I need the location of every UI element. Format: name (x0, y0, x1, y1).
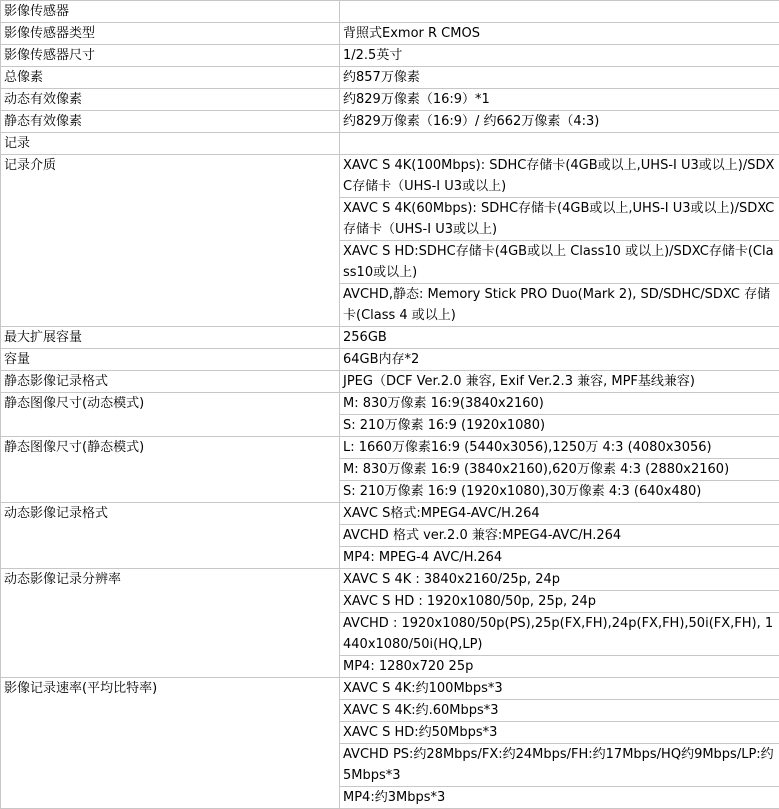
row-label[interactable]: 静态影像记录格式 (1, 371, 340, 393)
row-value[interactable]: XAVC S 4K(100Mbps): SDHC存储卡(4GB或以上,UHS-I U3或以上)/SDXC存储卡（UHS-I U3或以上) (340, 155, 779, 198)
row-value[interactable]: XAVC S 4K : 3840x2160/25p, 24p (340, 569, 779, 591)
table-row (1, 89, 779, 111)
table-row (1, 67, 779, 89)
row-label[interactable]: 总像素 (1, 67, 340, 89)
row-label[interactable]: 影像记录速率(平均比特率) (1, 678, 340, 809)
row-value[interactable]: 约829万像素（16:9）/ 约662万像素（4:3) (340, 111, 779, 133)
row-label[interactable]: 影像传感器尺寸 (1, 45, 340, 67)
row-value[interactable]: L: 1660万像素16:9 (5440x3056),1250万 4:3 (4080x3056) (340, 437, 779, 459)
row-value[interactable] (340, 133, 779, 155)
row-value[interactable]: XAVC S 4K(60Mbps): SDHC存储卡(4GB或以上,UHS-I U3或以上)/SDXC存储卡（UHS-I U3或以上) (340, 198, 779, 241)
row-value[interactable]: 1/2.5英寸 (340, 45, 779, 67)
row-value[interactable]: M: 830万像素 16:9 (3840x2160),620万像素 4:3 (2880x2160) (340, 459, 779, 481)
row-label[interactable]: 记录 (1, 133, 340, 155)
row-value[interactable]: S: 210万像素 16:9 (1920x1080) (340, 415, 779, 437)
table-row (1, 23, 779, 45)
table-row (1, 393, 779, 415)
row-label[interactable]: 静态有效像素 (1, 111, 340, 133)
row-value[interactable]: MP4: MPEG-4 AVC/H.264 (340, 547, 779, 569)
row-value[interactable]: AVCHD,静态: Memory Stick PRO Duo(Mark 2), SD/SDHC/SDXC 存储卡(Class 4 或以上) (340, 284, 779, 327)
row-value[interactable]: AVCHD 格式 ver.2.0 兼容:MPEG4-AVC/H.264 (340, 525, 779, 547)
row-label[interactable]: 影像传感器类型 (1, 23, 340, 45)
row-value[interactable] (340, 1, 779, 23)
row-value[interactable]: 256GB (340, 327, 779, 349)
row-label[interactable]: 容量 (1, 349, 340, 371)
row-value[interactable]: 背照式Exmor R CMOS (340, 23, 779, 45)
row-label[interactable]: 动态影像记录分辨率 (1, 569, 340, 678)
row-value[interactable]: XAVC S HD:SDHC存储卡(4GB或以上 Class10 或以上)/SDXC存储卡(Class10或以上) (340, 241, 779, 284)
row-value[interactable]: 约857万像素 (340, 67, 779, 89)
row-value[interactable]: AVCHD PS:约28Mbps/FX:约24Mbps/FH:约17Mbps/HQ约9Mbps/LP:约5Mbps*3 (340, 744, 779, 787)
table-row (1, 503, 779, 525)
table-row (1, 678, 779, 700)
table-row (1, 327, 779, 349)
row-label[interactable]: 影像传感器 (1, 1, 340, 23)
row-value[interactable]: M: 830万像素 16:9(3840x2160) (340, 393, 779, 415)
row-value[interactable]: 64GB内存*2 (340, 349, 779, 371)
row-value[interactable]: 约829万像素（16:9）*1 (340, 89, 779, 111)
table-row (1, 371, 779, 393)
row-value[interactable]: XAVC S 4K:约100Mbps*3 (340, 678, 779, 700)
table-row (1, 133, 779, 155)
table-row (1, 111, 779, 133)
row-value[interactable]: MP4:约3Mbps*3 (340, 787, 779, 809)
table-row (1, 349, 779, 371)
row-value[interactable]: XAVC S 4K:约.60Mbps*3 (340, 700, 779, 722)
row-label[interactable]: 动态影像记录格式 (1, 503, 340, 569)
spec-table-body (1, 1, 779, 809)
row-value[interactable]: S: 210万像素 16:9 (1920x1080),30万像素 4:3 (640x480) (340, 481, 779, 503)
row-value[interactable]: XAVC S HD:约50Mbps*3 (340, 722, 779, 744)
row-label[interactable]: 记录介质 (1, 155, 340, 327)
row-value[interactable]: AVCHD : 1920x1080/50p(PS),25p(FX,FH),24p(FX,FH),50i(FX,FH), 1440x1080/50i(HQ,LP) (340, 613, 779, 656)
row-value[interactable]: JPEG（DCF Ver.2.0 兼容, Exif Ver.2.3 兼容, MPF基线兼容) (340, 371, 779, 393)
table-row (1, 437, 779, 459)
row-label[interactable]: 静态图像尺寸(静态模式) (1, 437, 340, 503)
row-value[interactable]: MP4: 1280x720 25p (340, 656, 779, 678)
table-row (1, 569, 779, 591)
table-row (1, 155, 779, 198)
row-value[interactable]: XAVC S格式:MPEG4-AVC/H.264 (340, 503, 779, 525)
row-label[interactable]: 最大扩展容量 (1, 327, 340, 349)
row-value[interactable]: XAVC S HD : 1920x1080/50p, 25p, 24p (340, 591, 779, 613)
row-label[interactable]: 静态图像尺寸(动态模式) (1, 393, 340, 437)
row-label[interactable]: 动态有效像素 (1, 89, 340, 111)
table-row (1, 1, 779, 23)
table-row (1, 45, 779, 67)
